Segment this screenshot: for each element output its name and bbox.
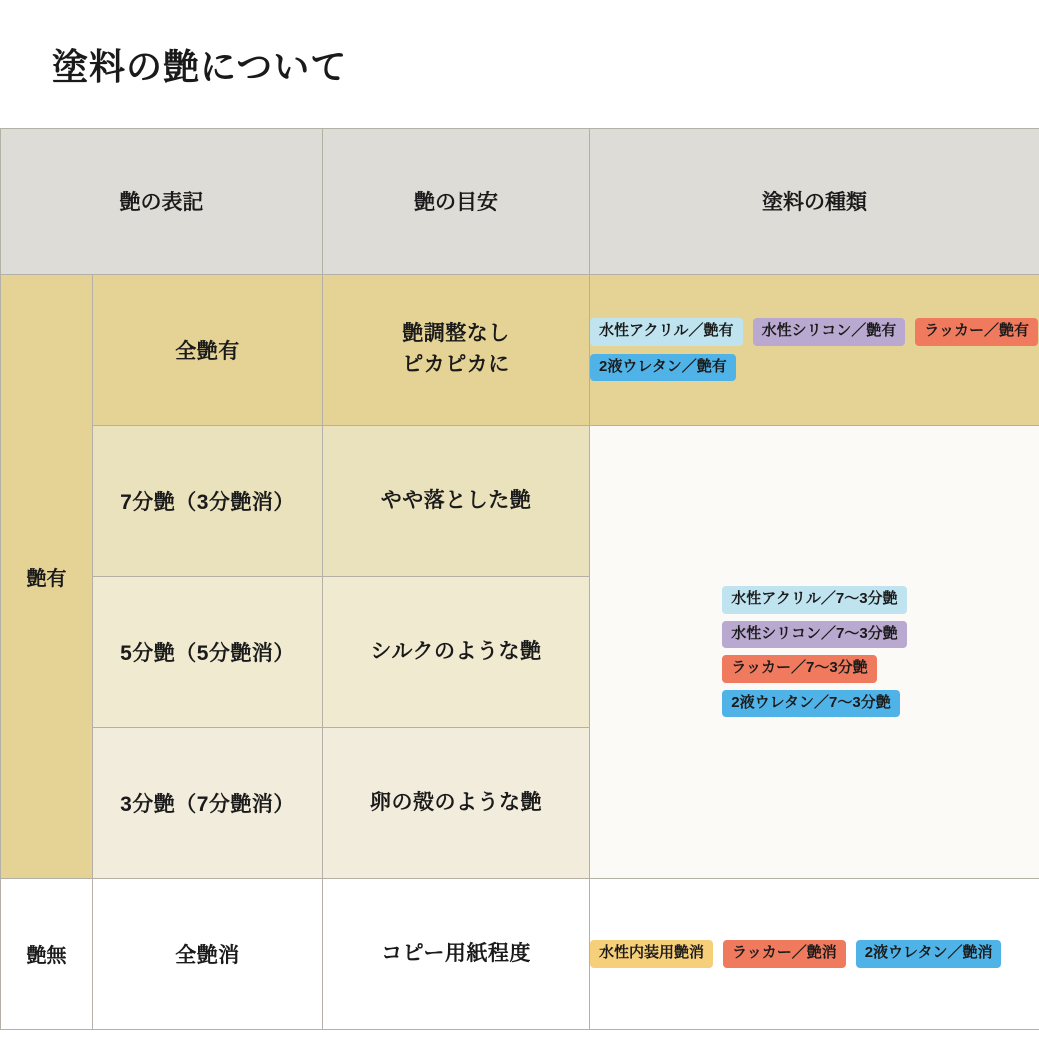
types-cell (590, 878, 1039, 1029)
types-cell (590, 425, 1039, 878)
page-title: 塗料の艶について (52, 46, 348, 87)
types-cell (590, 274, 1039, 425)
table-header-row (1, 128, 1039, 274)
table-row (1, 425, 1039, 576)
guide-cell: コピー用紙程度 (323, 878, 590, 1029)
paint-tag: 水性内装用艶消 (590, 940, 713, 968)
notation-cell: 7分艶（3分艶消） (93, 425, 323, 576)
notation-cell: 全艶有 (93, 274, 323, 425)
paint-tag: ラッカー／7〜3分艶 (722, 655, 876, 683)
paint-tag: 2液ウレタン／艶消 (856, 940, 1002, 968)
paint-tag: 2液ウレタン／艶有 (590, 354, 736, 382)
group-label-matte: 艶無 (1, 878, 93, 1029)
guide-cell: やや落とした艶 (323, 425, 590, 576)
table-head (1, 128, 1039, 274)
table-row (1, 274, 1039, 425)
guide-cell: シルクのような艶 (323, 576, 590, 727)
guide-cell (323, 274, 590, 425)
table-body (1, 274, 1039, 1029)
guide-cell: 卵の殻のような艶 (323, 727, 590, 878)
tag-group (590, 586, 1039, 717)
notation-cell: 全艶消 (93, 878, 323, 1029)
tag-group (590, 318, 1039, 381)
paint-tag: ラッカー／艶有 (915, 318, 1038, 346)
gloss-table (0, 128, 1039, 1030)
table-header-types: 塗料の種類 (590, 128, 1039, 274)
paint-tag: ラッカー／艶消 (723, 940, 846, 968)
notation-cell: 5分艶（5分艶消） (93, 576, 323, 727)
guide-line-1: 艶調整なし (402, 322, 510, 346)
paint-tag: 水性シリコン／7〜3分艶 (722, 621, 906, 649)
paint-tag: 水性アクリル／7〜3分艶 (722, 586, 906, 614)
table-row (1, 878, 1039, 1029)
paint-tag: 2液ウレタン／7〜3分艶 (722, 690, 899, 718)
paint-tag: 水性アクリル／艶有 (590, 318, 743, 346)
table-header-notation: 艶の表記 (1, 128, 323, 274)
table-header-guide: 艶の目安 (323, 128, 590, 274)
tag-group (590, 940, 1039, 968)
guide-line-2: ピカピカに (402, 352, 510, 376)
notation-cell: 3分艶（7分艶消） (93, 727, 323, 878)
paint-tag: 水性シリコン／艶有 (753, 318, 906, 346)
group-label-gloss: 艶有 (1, 274, 93, 878)
